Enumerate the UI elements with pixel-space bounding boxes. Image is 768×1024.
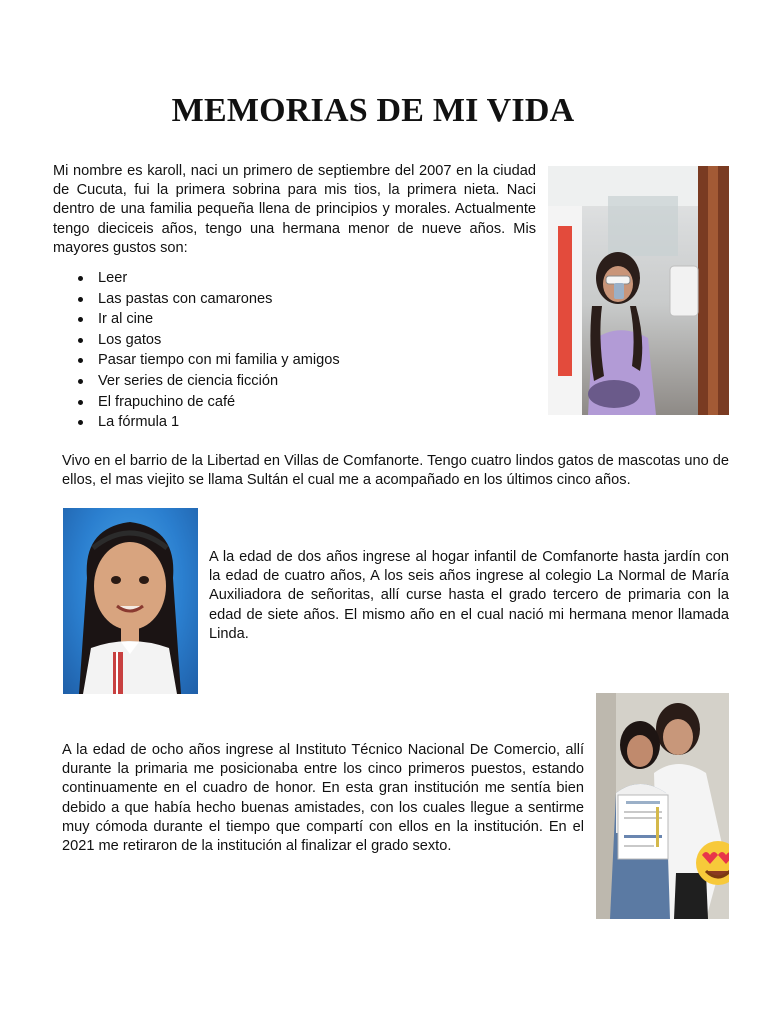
instituto-paragraph: A la edad de ocho años ingrese al Instituto Técnico Nacional De Comercio, allí durante la primaria me posicionaba entre los cinco primeros puestos, estando continuamente en el cuadro de honor. En esta gran institución me sentía bien debido a que había hecho buenas amistades, con los cuales llegue a sentirme muy cómoda durante el tiempo que compartí con ellos en la institución. En el 2021 me retiraron de la institución al finalizar el grado sexto. [62, 742, 584, 855]
list-item: Los gatos [78, 330, 340, 351]
list-item: El frapuchino de café [78, 392, 340, 413]
child-portrait-photo [63, 508, 198, 694]
list-item: Ver series de ciencia ficción [78, 371, 340, 392]
child-portrait-illustration [63, 508, 198, 694]
intro-paragraph: Mi nombre es karoll, naci un primero de septiembre del 2007 en la ciudad de Cucuta, fui la primera sobrina para mis tios, la primera nieta. Naci dentro de una familia pequeña llena de principios y morales. Actualmente tengo dieciceis años, tengo una hermana menor de nueve años. Mis mayores gustos son: [53, 163, 536, 256]
mirror-selfie-photo [548, 166, 729, 415]
list-item: Las pastas con camarones [78, 289, 340, 310]
likes-list [78, 268, 340, 433]
infancia-paragraph: A la edad de dos años ingrese al hogar infantil de Comfanorte hasta jardín con la edad de cuatro años, A los seis años ingrese al colegio La Normal de María Auxiliadora de señoritas, allí curse hasta el grado tercero de primaria con la edad de siete años. El mismo año en el cual nació mi hermana menor llamada Linda. [209, 549, 729, 642]
graduation-illustration [596, 693, 729, 919]
barrio-paragraph: Vivo en el barrio de la Libertad en Villas de Comfanorte. Tengo cuatro lindos gatos de mascotas uno de ellos, el mas viejito se llama Sultán el cual me a acompañado en los últimos cinco años. [62, 453, 729, 489]
list-item: Ir al cine [78, 309, 340, 330]
page-title: MEMORIAS DE MI VIDA [171, 92, 575, 129]
list-item: Leer [78, 268, 340, 289]
list-item: La fórmula 1 [78, 412, 340, 433]
graduation-photo [596, 693, 729, 919]
mirror-selfie-illustration [548, 166, 729, 415]
list-item: Pasar tiempo con mi familia y amigos [78, 350, 340, 371]
